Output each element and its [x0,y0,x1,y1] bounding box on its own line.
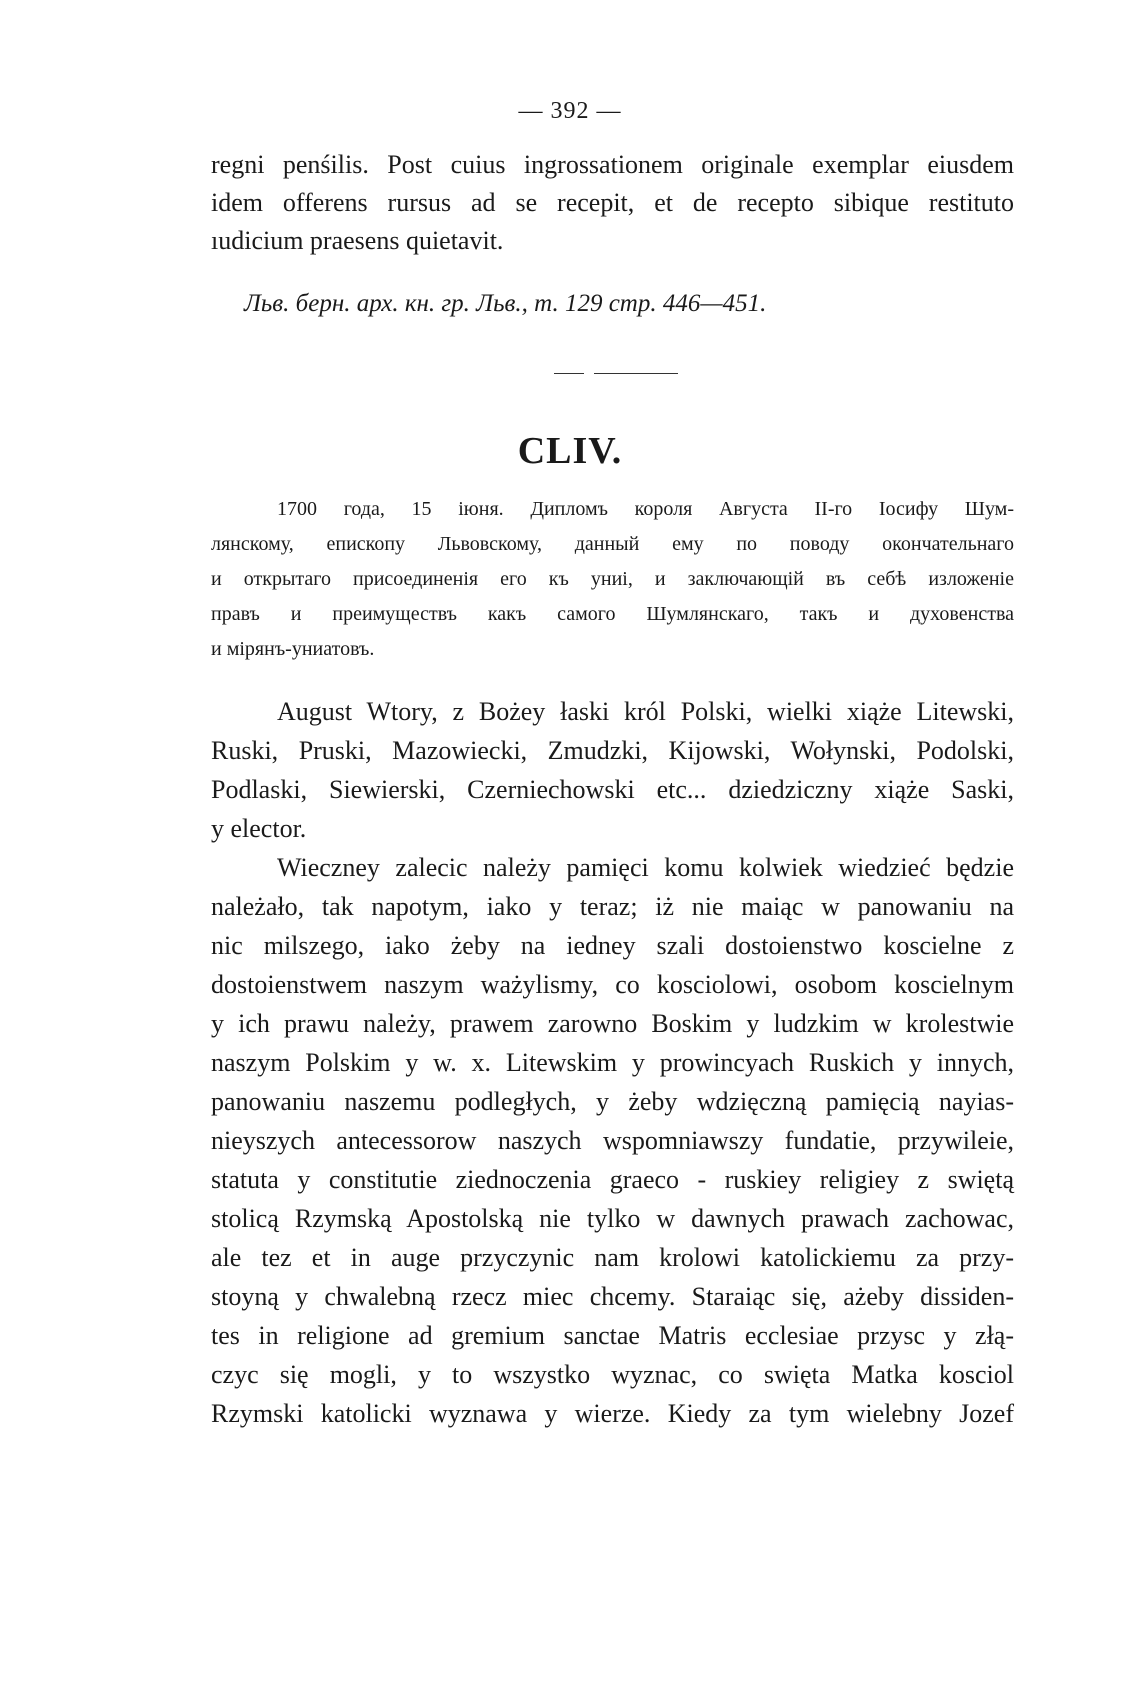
summary-line: лянскому, епископу Львовскому, данный ему по поводу окончательнаго [211,533,1014,555]
text-line: czyc się mogli, y to wszystko wyznac, co swięta Matka kosciol [211,1360,1014,1389]
summary-line: правъ и преимуществъ какъ самого Шумлянскаго, такъ и духовенства [211,603,1014,625]
text-line: tes in religione ad gremium sanctae Matris ecclesiae przysc y złą- [211,1321,1014,1350]
text-line: nic milszego, iako żeby na iedney szali dostoienstwo koscielne z [211,931,1014,960]
section-separator [554,373,678,374]
text-line: dostoienstwem naszym ważylismy, co kosciolowi, osobom koscielnym [211,970,1014,999]
text-line: ale tez et in auge przyczynic nam krolowi katolickiemu za przy- [211,1243,1014,1272]
text-line: stoyną y chwalebną rzecz miec chcemy. Staraiąc się, ażeby dissiden- [211,1282,1014,1311]
text-line: panowaniu naszemu podległych, y żeby wdzięczną pamięcią nayias- [211,1087,1014,1116]
text-line: ıudicium praesens quietavit. [211,226,504,255]
text-line: y ich prawu należy, prawem zarowno Boskim y ludzkim w krolestwie [211,1009,1014,1038]
summary-line: и мiрянъ-униатовъ. [211,638,375,660]
text-line: naszym Polskim y w. x. Litewskim y prowincyach Ruskich y innych, [211,1048,1014,1077]
text-line: Rzymski katolicki wyznawa y wierze. Kiedy za tym wielebny Jozef [211,1399,1014,1428]
text-line: y elector. [211,814,307,843]
text-line: August Wtory, z Bożey łaski król Polski, wielki xiąże Litewski, [277,697,1014,726]
text-line: statuta y constitutie ziednoczenia graeco - ruskiey religiey z swiętą [211,1165,1014,1194]
text-line: stolicą Rzymską Apostolską nie tylko w dawnych prawach zachowac, [211,1204,1014,1233]
text-line: nieyszych antecessorow naszych wspomniawszy fundatie, przywileie, [211,1126,1014,1155]
text-line: Ruski, Pruski, Mazowiecki, Zmudzki, Kijowski, Wołynski, Podolski, [211,736,1014,765]
text-line: Wieczney zalecic należy pamięci komu kolwiek wiedzieć będzie [277,853,1014,882]
separator-gap [584,370,594,376]
source-reference: Льв. берн. арх. кн. гр. Льв., т. 129 стр. 446—451. [244,290,767,317]
text-line: Podlaski, Siewierski, Czerniechowski etc... dziedziczny xiąże Saski, [211,775,1014,804]
summary-line: 1700 года, 15 iюня. Дипломъ короля Августа II-го Iосифу Шум- [277,498,1014,520]
text-line: regni penśilis. Post cuius ingrossationem originale exemplar eiusdem [211,150,1014,179]
text-line: idem offerens rursus ad se recepit, et de recepto sibique restituto [211,188,1014,217]
summary-line: и открытаго присоединенiя его къ униi, и заключающiй въ себѣ изложенiе [211,568,1014,590]
text-line: należało, tak napotym, iako y teraz; iż nie maiąc w panowaniu na [211,892,1014,921]
document-number: CLIV. [517,430,623,472]
page-number: — 392 — [518,98,622,124]
